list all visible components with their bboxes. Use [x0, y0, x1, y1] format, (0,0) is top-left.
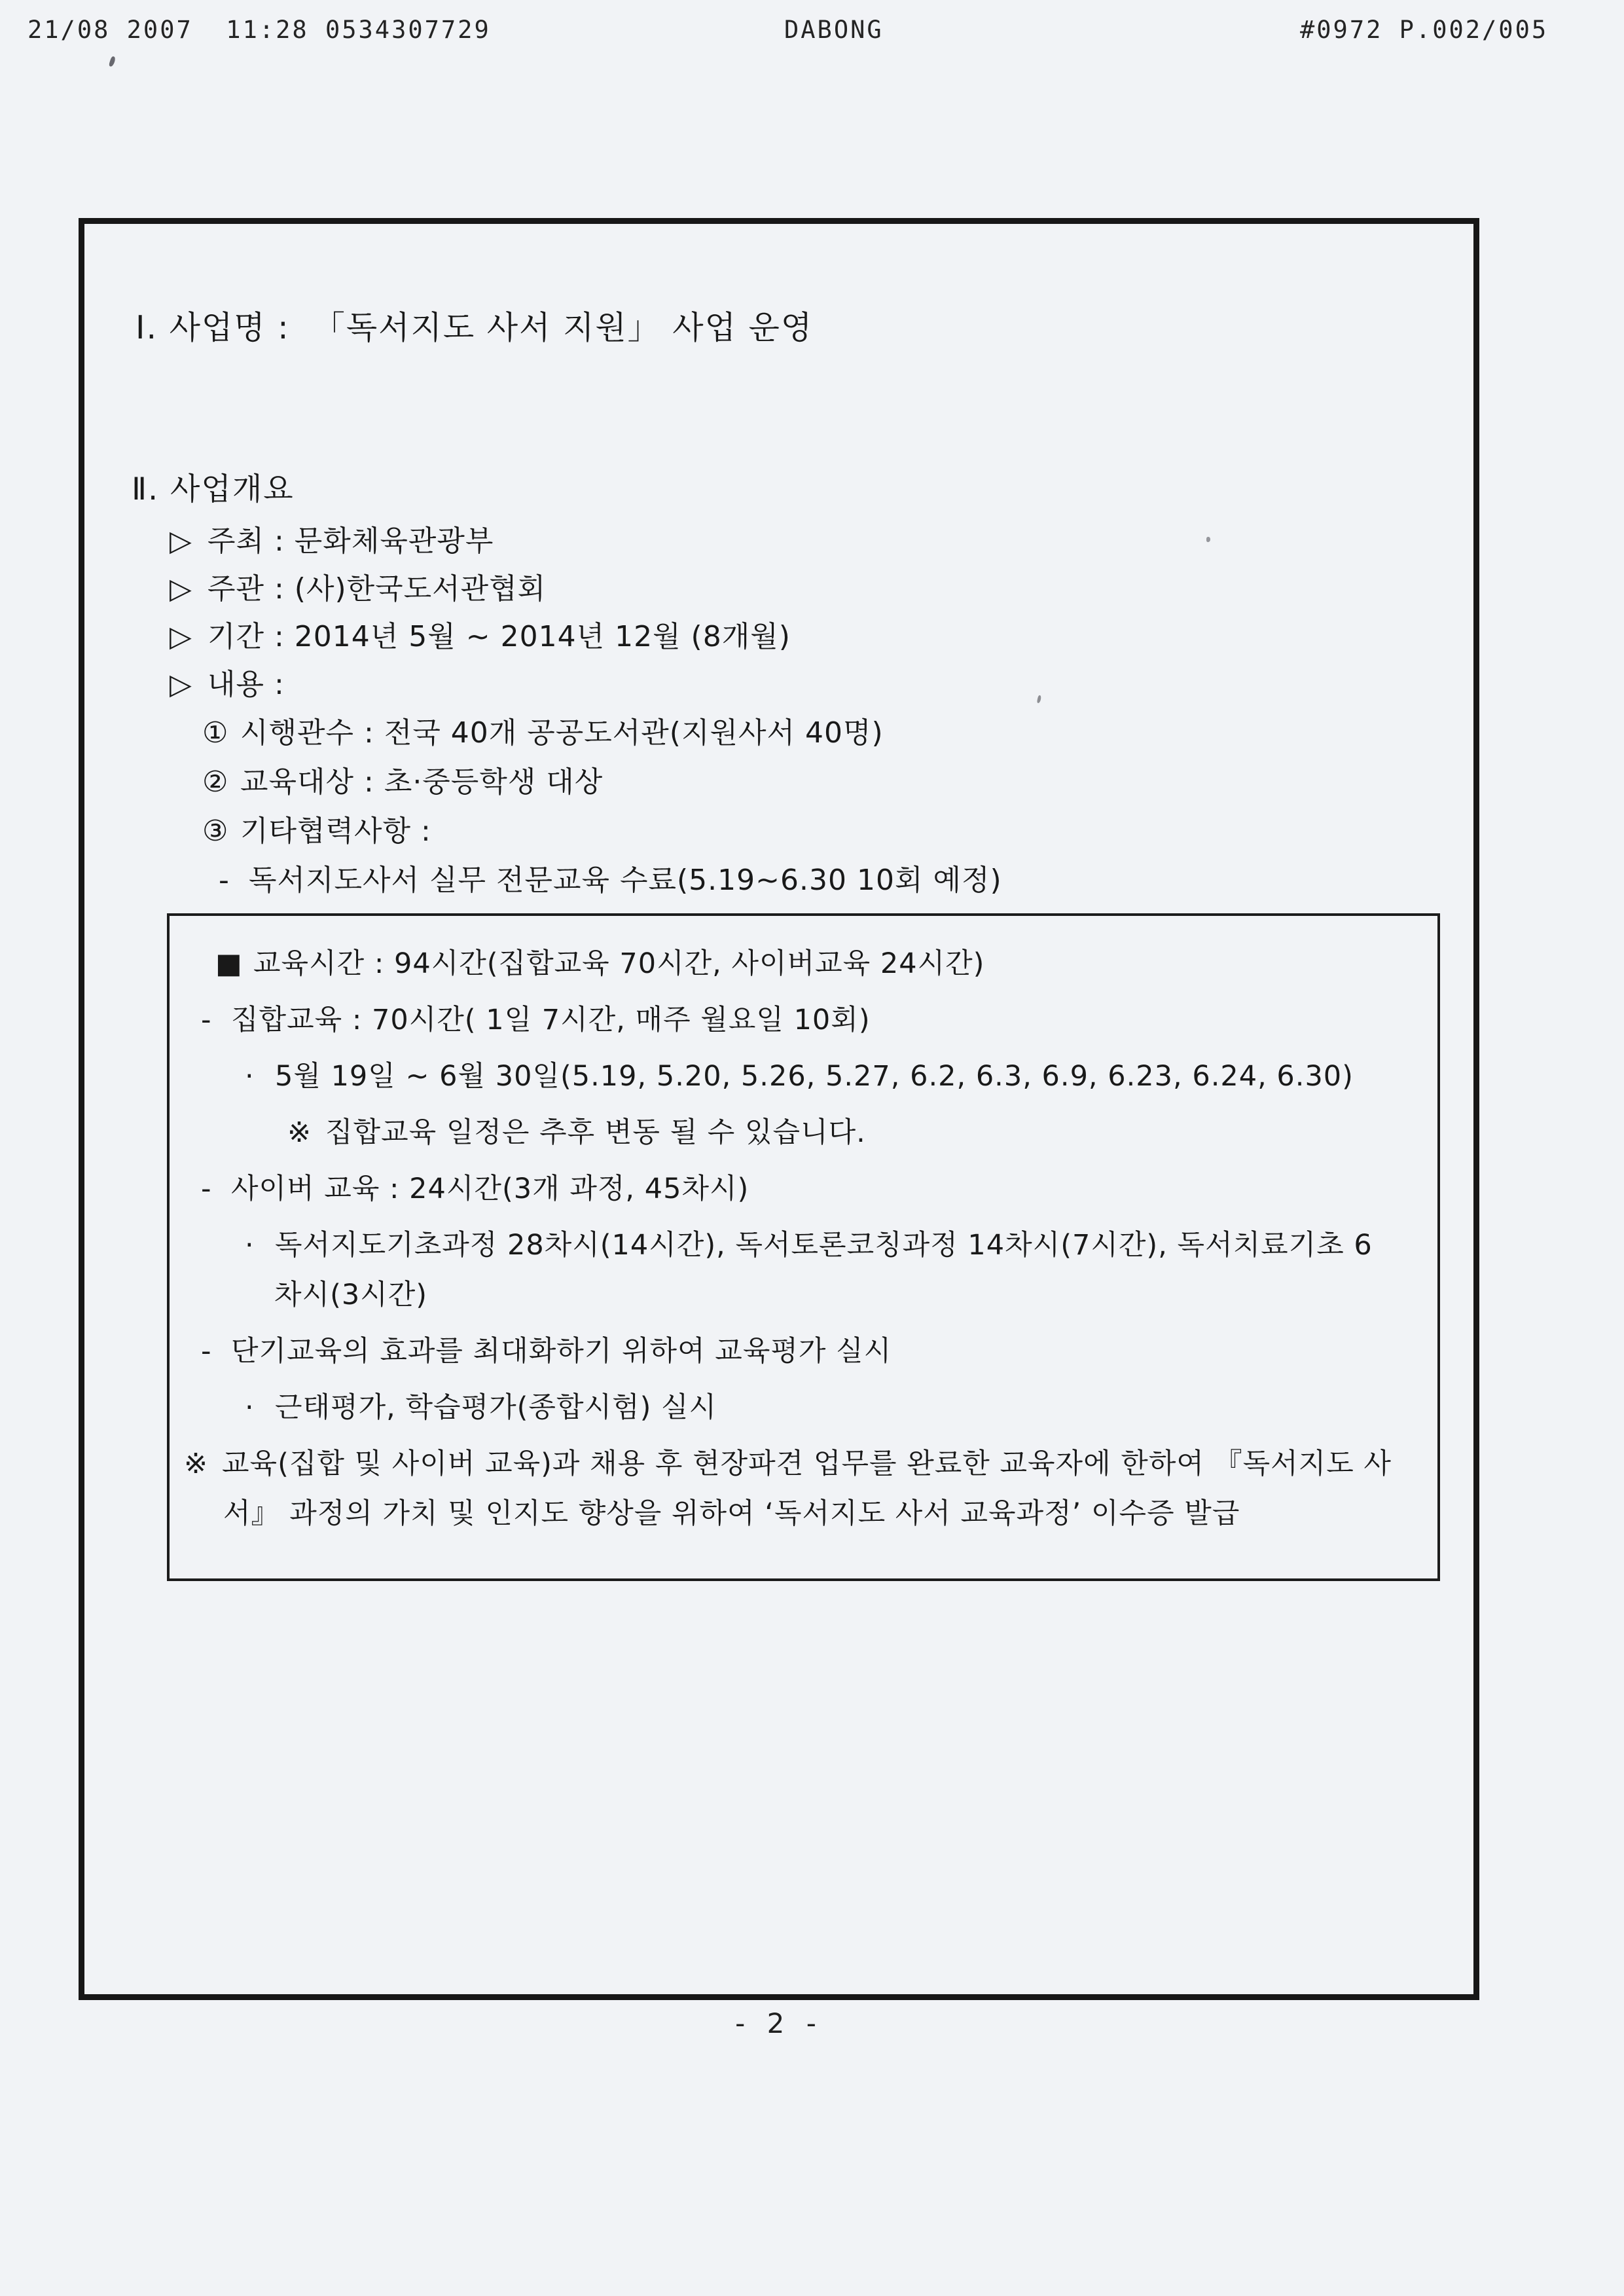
circled-number-icon: ① — [202, 716, 229, 750]
dot-bullet-icon: · — [245, 1229, 255, 1262]
reference-mark-icon: ※ — [184, 1448, 209, 1480]
numbered-item-3 — [202, 812, 1473, 851]
dash-bullet-icon: - — [201, 1004, 212, 1036]
edu-line-schedule-dates — [170, 1057, 1418, 1095]
edu-line-text: 집합교육 : 70시간( 1일 7시간, 매주 월요일 10회) — [231, 1004, 871, 1036]
dash-bullet-icon: - — [219, 864, 230, 897]
dash-bullet-icon: - — [201, 1173, 212, 1205]
edu-line-text: 독서지도기초과정 28차시(14시간), 독서토론코칭과정 14차시(7시간), 독서치료기초 6 — [275, 1229, 1373, 1262]
list-item-text: 주최 : 문화체육관광부 — [208, 524, 494, 558]
contents-numbered-list — [202, 714, 1473, 851]
edu-line-certificate-note — [170, 1445, 1418, 1483]
education-detail-box — [167, 913, 1440, 1581]
triangle-bullet-icon: ▷ — [170, 620, 192, 653]
edu-line-text: 단기교육의 효과를 최대화하기 위하여 교육평가 실시 — [231, 1335, 892, 1368]
edu-line-text: 집합교육 일정은 추후 변동 될 수 있습니다. — [325, 1116, 866, 1149]
numbered-item-text: 시행관수 : 전국 40개 공공도서관(지원사서 40명) — [240, 716, 884, 750]
edu-line-total-hours — [170, 945, 1418, 983]
edu-line-cyber-courses — [170, 1226, 1418, 1264]
list-item-text: 내용 : — [208, 668, 285, 701]
edu-line-text: 교육시간 : 94시간(집합교육 70시간, 사이버교육 24시간) — [253, 947, 985, 980]
list-item-host — [170, 522, 1473, 561]
scan-speck — [109, 56, 117, 67]
edu-line-group-training — [170, 1001, 1418, 1039]
numbered-item-1 — [202, 714, 1473, 753]
document-border-frame — [79, 218, 1479, 2000]
triangle-bullet-icon: ▷ — [170, 572, 192, 606]
fax-page-counter: #0972 P.002/005 — [1300, 16, 1549, 44]
edu-line-schedule-notice — [170, 1114, 1418, 1152]
reference-mark-icon: ※ — [287, 1116, 312, 1149]
numbered-item-text: 교육대상 : 초·중등학생 대상 — [240, 765, 604, 799]
section-1-heading — [135, 308, 1473, 348]
fax-datetime-number: 21/08 2007 11:28 0534307729 — [27, 16, 491, 44]
dot-bullet-icon: · — [245, 1391, 255, 1424]
training-note-text: 독서지도사서 실무 전문교육 수료(5.19~6.30 10회 예정) — [249, 864, 1002, 897]
edu-line-text: 서』 과정의 가치 및 인지도 향상을 위하여 ‘독서지도 사서 교육과정’ 이수증 발급 — [223, 1497, 1240, 1530]
section-2-heading — [132, 469, 1473, 510]
edu-line-text: 교육(집합 및 사이버 교육)과 채용 후 현장파견 업무를 완료한 교육자에 한하여 『독서지도 사 — [222, 1448, 1392, 1480]
numbered-item-text: 기타협력사항 : — [240, 814, 431, 848]
overview-list — [170, 522, 1473, 704]
dot-bullet-icon: · — [245, 1060, 255, 1093]
section-2-title-text: Ⅱ. 사업개요 — [132, 471, 295, 507]
edu-line-cyber-training — [170, 1170, 1418, 1208]
list-item-text: 기간 : 2014년 5월 ~ 2014년 12월 (8개월) — [208, 620, 791, 653]
edu-line-text: 사이버 교육 : 24시간(3개 과정, 45차시) — [231, 1173, 749, 1205]
edu-line-text: 차시(3시간) — [274, 1279, 428, 1311]
section-1-title-text: Ⅰ. 사업명 : 「독서지도 사서 지원」 사업 운영 — [135, 309, 814, 346]
list-item-period — [170, 617, 1473, 657]
edu-line-text: 5월 19일 ~ 6월 30일(5.19, 5.20, 5.26, 5.27, 6.2, 6.3, 6.9, 6.23, 6.24, 6.30) — [275, 1060, 1354, 1093]
circled-number-icon: ② — [202, 765, 229, 799]
dash-bullet-icon: - — [201, 1335, 212, 1368]
page-number: - 2 - — [735, 2007, 823, 2039]
list-item-organizer — [170, 570, 1473, 609]
circled-number-icon: ③ — [202, 814, 229, 848]
list-item-contents-label — [170, 665, 1473, 704]
edu-line-evaluation — [170, 1332, 1418, 1370]
square-bullet-icon: ■ — [215, 947, 243, 980]
numbered-item-2 — [202, 763, 1473, 802]
training-note-line — [219, 861, 1473, 900]
fax-sender-id: DABONG — [784, 16, 884, 44]
edu-line-evaluation-detail — [170, 1389, 1418, 1427]
edu-line-cyber-courses-wrap — [170, 1276, 1418, 1314]
list-item-text: 주관 : (사)한국도서관협회 — [208, 572, 547, 606]
edu-line-certificate-note-wrap — [170, 1495, 1418, 1533]
triangle-bullet-icon: ▷ — [170, 668, 192, 701]
edu-line-text: 근태평가, 학습평가(종합시험) 실시 — [275, 1391, 717, 1424]
triangle-bullet-icon: ▷ — [170, 524, 192, 558]
